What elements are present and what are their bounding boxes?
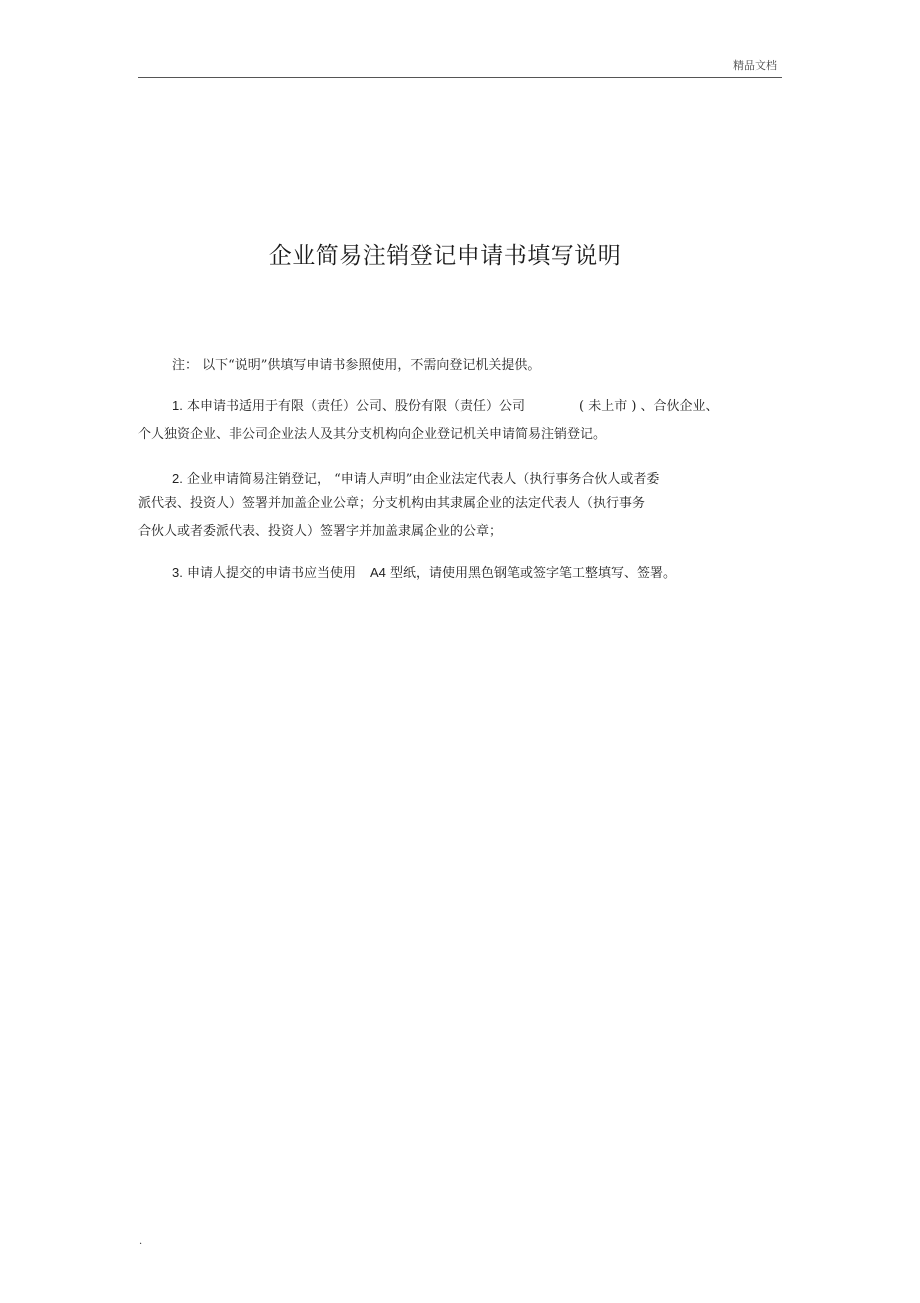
item-1-number: 1. [172, 398, 183, 413]
item-2-number: 2. [172, 471, 183, 486]
item-1-line-2: 个人独资企业、非公司企业法人及其分支机构向企业登记机关申请简易注销登记。 [138, 427, 607, 442]
item-2-line-3: 合伙人或者委派代表、投资人）签署字并加盖隶属企业的公章； [138, 524, 503, 539]
header-label: 精品文档 [733, 59, 777, 72]
item-1-text-part-1: 本申请书适用于有限（责任）公司、股份有限（责任）公司 [186, 399, 525, 414]
item-3-number: 3. [172, 565, 183, 580]
document-title: 企业简易注销登记申请书填写说明 [268, 243, 622, 269]
item-1-text-part-2: ( 未上市 ) 、合伙企业、 [579, 399, 719, 414]
footer-mark: . [139, 1236, 143, 1247]
item-3-text-part-2: 型纸，请使用黑色钢笔或签字笔工整填写、签署。 [390, 566, 677, 581]
item-2-text-line-1: 企业申请简易注销登记， “申请人声明”由企业法定代表人（执行事务合伙人或者委 [186, 472, 660, 487]
item-3-line [172, 557, 676, 589]
header-divider [138, 77, 782, 78]
note-paragraph: 注： 以下“说明”供填写申请书参照使用，不需向登记机关提供。 [172, 358, 541, 373]
item-2-line-2: 派代表、投资人）签署并加盖企业公章；分支机构由其隶属企业的法定代表人（执行事务 [138, 496, 646, 511]
item-3-text-part-1: 申请人提交的申请书应当使用 [186, 566, 356, 581]
item-1-line-1 [172, 390, 719, 422]
item-3-paper-size: A4 [370, 565, 386, 580]
